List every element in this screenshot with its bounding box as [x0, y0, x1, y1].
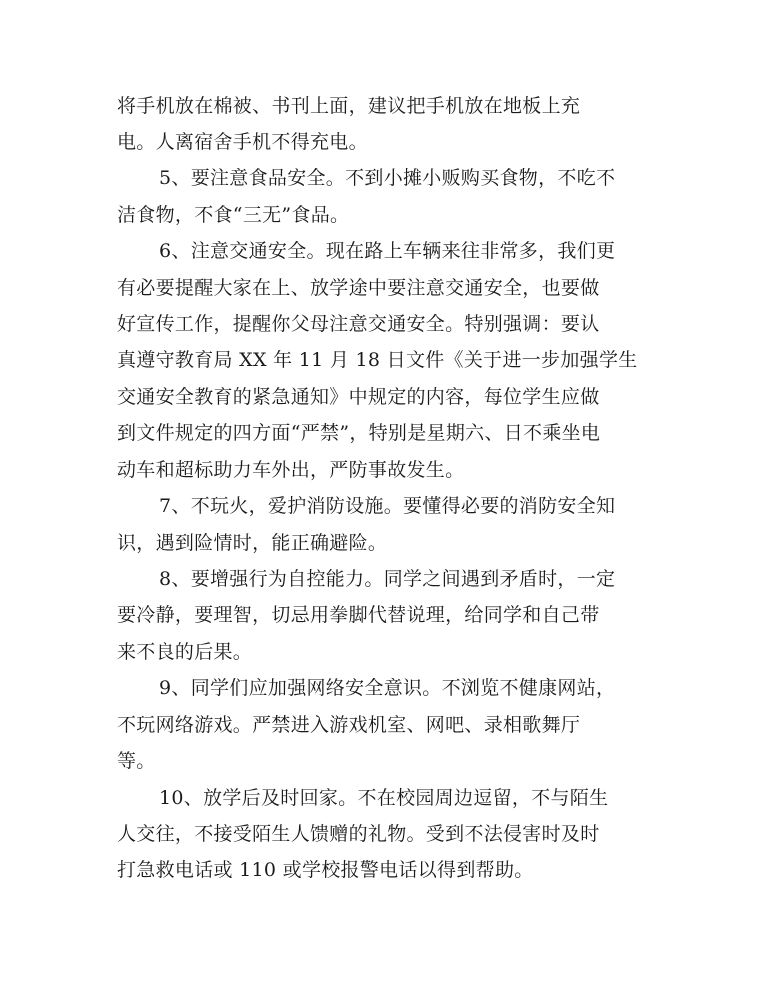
- text-line: 电。人离宿舍手机不得充电。: [117, 131, 368, 153]
- text-line: 要冷静，要理智，切忌用拳脚代替说理，给同学和自己带: [117, 604, 600, 626]
- text-line: 6、注意交通安全。现在路上车辆来往非常多，我们更: [159, 240, 616, 262]
- text-line: 到文件规定的四方面“严禁”，特别是星期六、日不乘坐电: [117, 422, 601, 444]
- text-line: 有必要提醒大家在上、放学途中要注意交通安全，也要做: [117, 277, 600, 299]
- text-line: 10、放学后及时回家。不在校园周边逗留，不与陌生: [159, 787, 609, 809]
- text-line: 真遵守教育局 XX 年 11 月 18 日文件《关于进一步加强学生: [117, 349, 638, 371]
- text-line: 交通安全教育的紧急通知》中规定的内容，每位学生应做: [117, 386, 600, 408]
- text-line: 8、要增强行为自控能力。同学之间遇到矛盾时，一定: [159, 568, 616, 590]
- text-line: 将手机放在棉被、书刊上面，建议把手机放在地板上充: [117, 95, 581, 117]
- text-line: 等。: [117, 750, 156, 772]
- text-line: 洁食物，不食“三无”食品。: [117, 204, 350, 226]
- text-line: 9、同学们应加强网络安全意识。不浏览不健康网站，: [159, 677, 616, 699]
- text-line: 5、要注意食品安全。不到小摊小贩购买食物，不吃不: [159, 167, 616, 189]
- text-line: 好宣传工作，提醒你父母注意交通安全。特别强调：要认: [117, 313, 600, 335]
- text-line: 7、不玩火，爱护消防设施。要懂得必要的消防安全知: [159, 495, 616, 517]
- text-line: 打急救电话或 110 或学校报警电话以得到帮助。: [117, 859, 534, 881]
- text-line: 来不良的后果。: [117, 641, 253, 663]
- text-line: 不玩网络游戏。严禁进入游戏机室、网吧、录相歌舞厅: [117, 714, 581, 736]
- text-line: 人交往，不接受陌生人馈赠的礼物。受到不法侵害时及时: [117, 823, 600, 845]
- text-line: 识，遇到险情时，能正确避险。: [117, 532, 388, 554]
- text-line: 动车和超标助力车外出，严防事故发生。: [117, 459, 465, 481]
